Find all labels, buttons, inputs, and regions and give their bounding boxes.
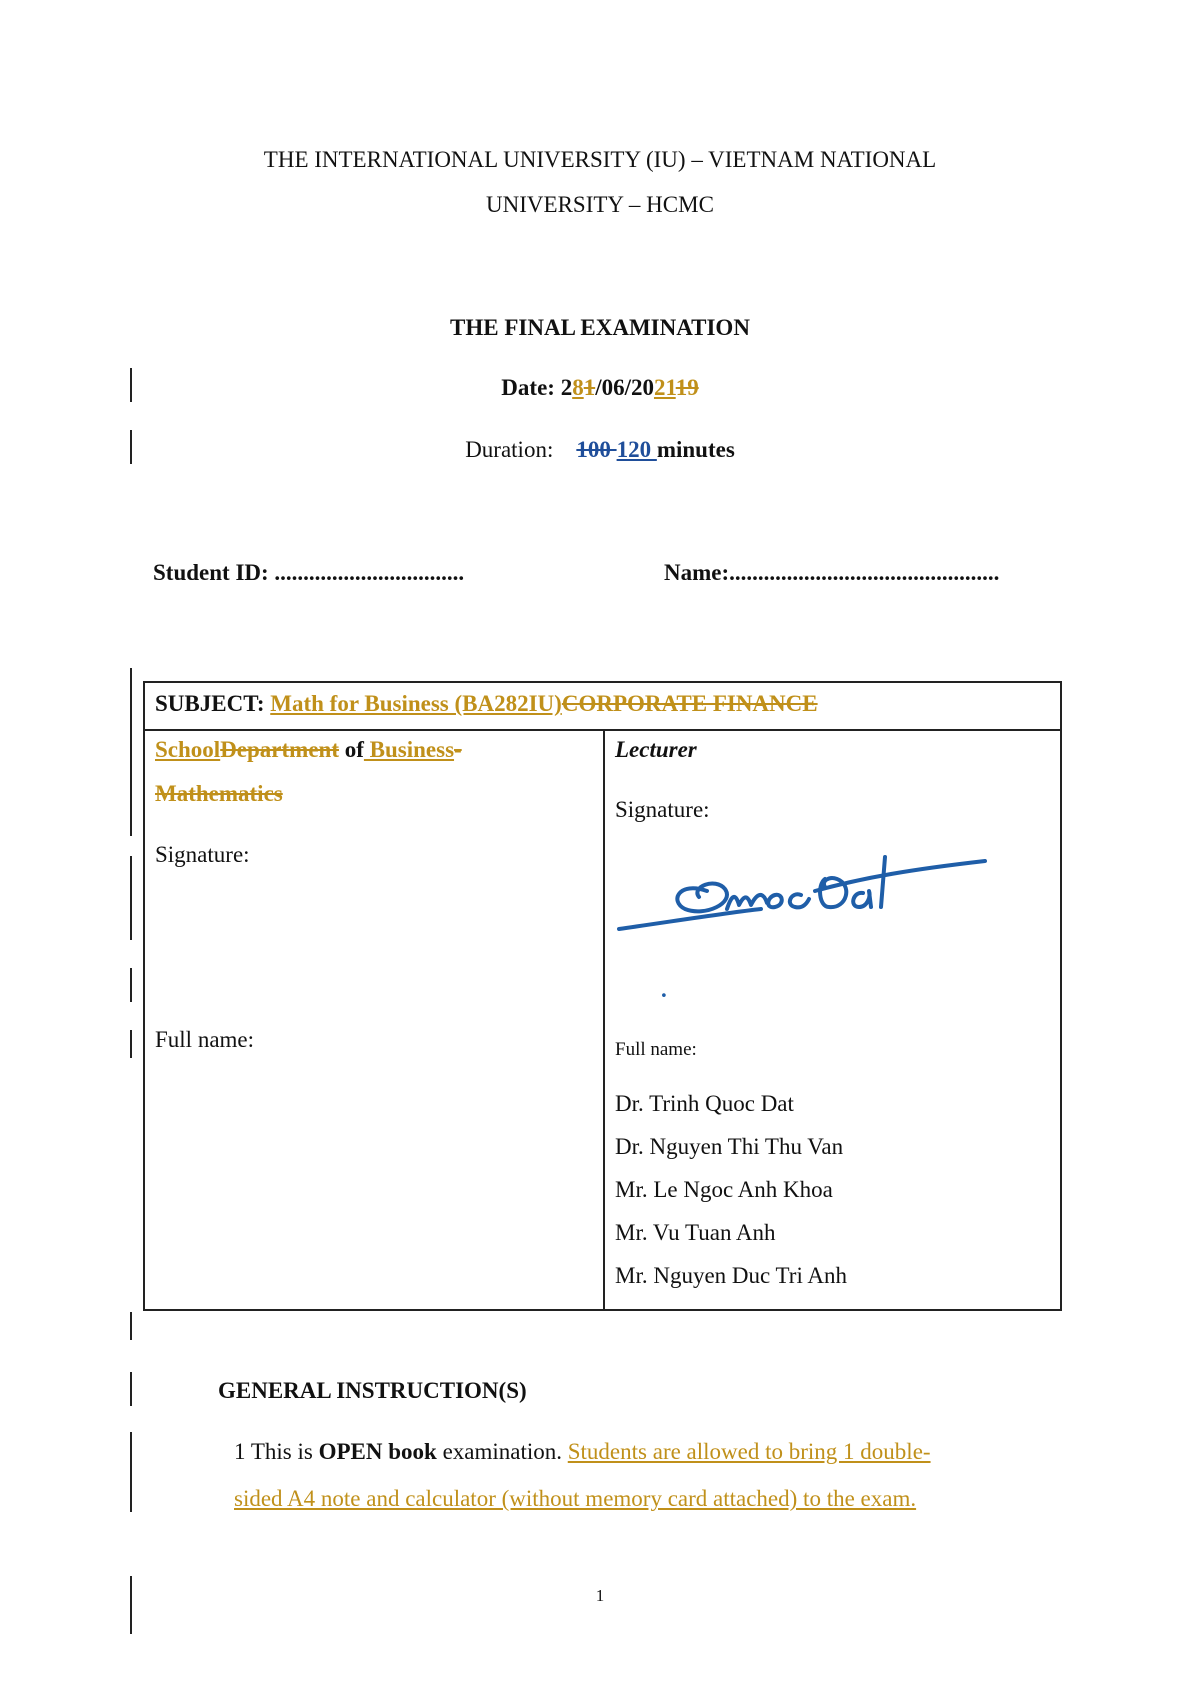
left-fullname-label: Full name:: [155, 1027, 255, 1052]
department-line1: [155, 735, 462, 765]
lecturer-label: Lecturer: [615, 737, 697, 762]
exam-duration: [0, 435, 1200, 465]
date-month: /06/20: [595, 375, 654, 400]
change-bar: [130, 968, 132, 1002]
lecturer-name: Mr. Vu Tuan Anh: [615, 1220, 776, 1245]
change-bar: [130, 1372, 132, 1406]
university-name-line2: UNIVERSITY – HCMC: [486, 192, 714, 217]
instruction-inserted-line2: sided A4 note and calculator (without memory card attached) to the exam.: [234, 1486, 917, 1511]
dept-deleted: Department: [220, 737, 339, 762]
change-bar: [130, 668, 132, 836]
duration-unit: minutes: [656, 437, 735, 462]
left-signature-label: Signature:: [155, 842, 250, 867]
date-year-deleted: 19: [675, 375, 699, 400]
exam-info-table: [143, 681, 1062, 1311]
university-name-line1: THE INTERNATIONAL UNIVERSITY (IU) – VIETNAM NATIONAL: [263, 147, 937, 172]
department-line2: [155, 779, 283, 809]
subject-label: SUBJECT:: [155, 691, 271, 716]
change-bar: [130, 1432, 132, 1512]
right-signature-label: Signature:: [615, 797, 710, 822]
instructions-heading: GENERAL INSTRUCTION(S): [218, 1378, 527, 1403]
subject-deleted: CORPORATE FINANCE: [561, 691, 818, 716]
duration-label: Duration:: [465, 437, 554, 462]
instruction-item-1: [234, 1437, 931, 1467]
right-fullname-label: Full name:: [615, 1039, 697, 1060]
exam-date: [0, 373, 1200, 403]
change-bar: [130, 1312, 132, 1340]
dept-of: of: [338, 737, 364, 762]
subject-row: [155, 689, 818, 719]
subject-inserted: Math for Business (BA282IU): [270, 691, 562, 716]
student-id-field: Student ID: .................................: [153, 560, 465, 585]
student-name-field: Name:...............................................: [664, 560, 1000, 585]
lecturer-name: Dr. Nguyen Thi Thu Van: [615, 1134, 844, 1159]
instruction-inserted-line1: Students are allowed to bring 1 double-: [567, 1439, 931, 1464]
change-bar: [130, 856, 132, 940]
lecturer-name: Mr. Nguyen Duc Tri Anh: [615, 1263, 847, 1288]
instruction-item-1-cont: [234, 1484, 916, 1514]
dept-name-inserted: Business: [363, 737, 455, 762]
duration-deleted: 100: [576, 437, 617, 462]
date-day-inserted: 8: [572, 375, 584, 400]
instruction-open-book: OPEN book: [318, 1439, 437, 1464]
date-label: Date:: [501, 375, 561, 400]
change-bar: [130, 1030, 132, 1058]
lecturer-signature: [615, 851, 995, 961]
table-divider: [603, 729, 605, 1309]
page-number: 1: [595, 1586, 605, 1605]
dept-inserted: School: [155, 737, 221, 762]
date-day-prefix: 2: [560, 375, 573, 400]
exam-title: THE FINAL EXAMINATION: [450, 315, 750, 340]
instruction-prefix: 1 This is: [234, 1439, 319, 1464]
dept-name-deleted: Mathematics: [155, 781, 283, 806]
date-day-deleted: 1: [583, 375, 596, 400]
signature-dot: .: [661, 977, 667, 1002]
date-year-inserted: 21: [653, 375, 676, 400]
instruction-rest: examination.: [436, 1439, 568, 1464]
lecturer-name: Dr. Trinh Quoc Dat: [615, 1091, 794, 1116]
duration-inserted: 120: [616, 437, 657, 462]
lecturer-name: Mr. Le Ngoc Anh Khoa: [615, 1177, 833, 1202]
dept-name-dash-deleted: -: [454, 737, 462, 762]
